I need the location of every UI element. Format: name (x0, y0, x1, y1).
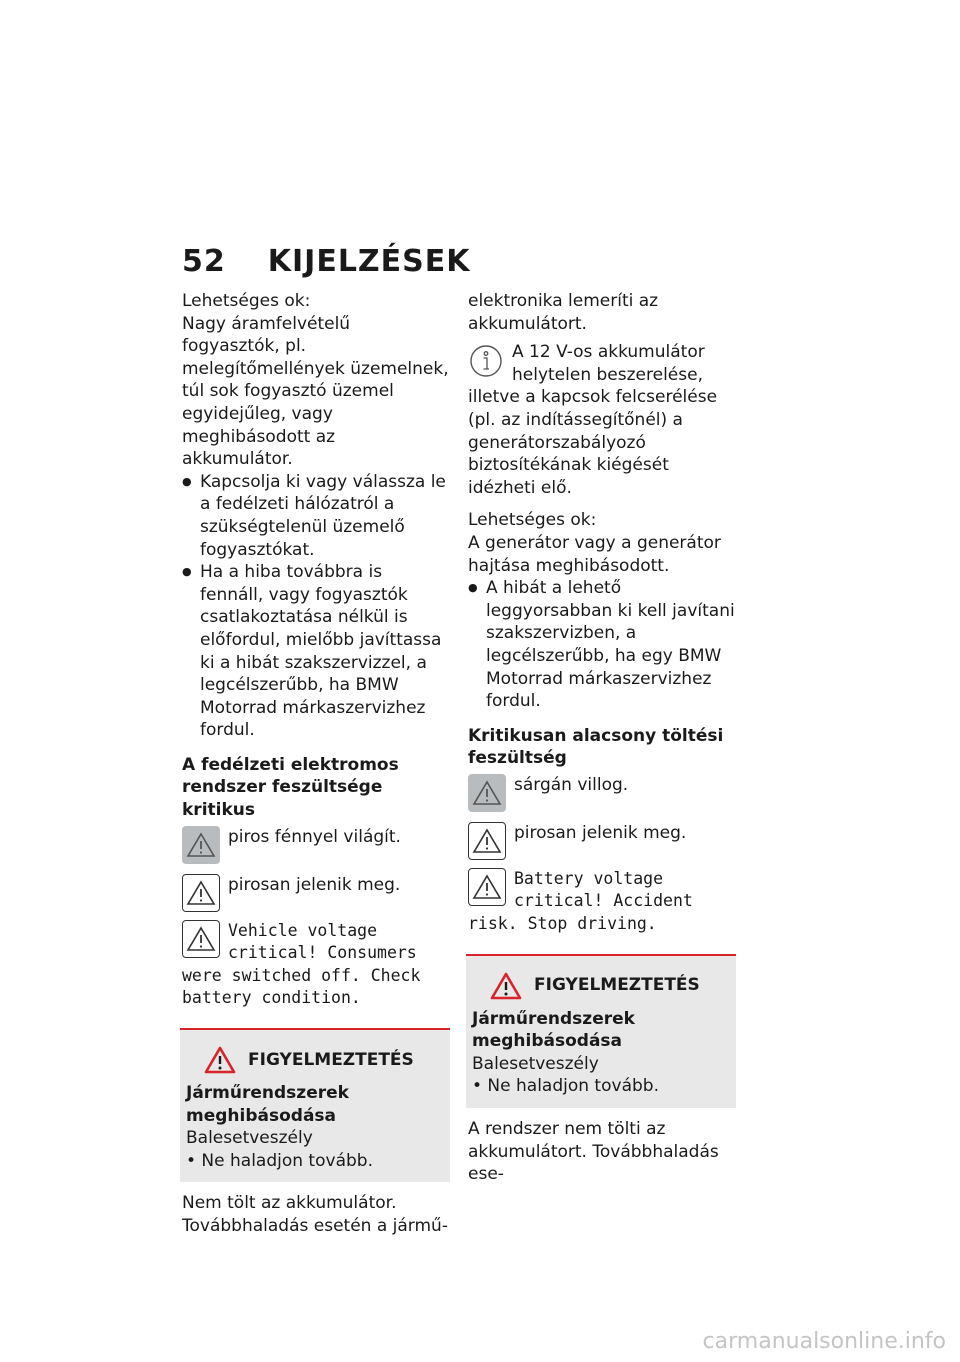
indicator-text: sárgán villog. (514, 774, 629, 795)
warning-risk: Balesetveszély (472, 1053, 599, 1074)
note-block (468, 341, 736, 499)
indicator-row (468, 774, 736, 812)
warning-subtitle: Járműrendszerek meghibásodása (472, 1008, 635, 1052)
warning-risk: Balesetveszély (186, 1128, 313, 1149)
warning-action: • Ne haladjon tovább. (186, 1150, 373, 1171)
closing-text: Nem tölt az akkumulátor. Továbbhaladás esetén a jármű- (182, 1193, 448, 1236)
continued-text: elektronika lemeríti az akkumulátort. (468, 291, 659, 334)
warning-title (490, 972, 730, 1000)
display-message-text: Battery voltage critical! Accident risk. Stop driving. (468, 868, 693, 934)
warning-triangle-icon (204, 1046, 236, 1074)
bullet-item: ● A hibát a lehető leggyorsabban ki kell javítani szakszervizben, a legcélszerűbb, ha egy BMW Motorrad márkaszervizhez fordul. (468, 577, 736, 713)
general-warning-light-icon (182, 826, 220, 864)
indicator-row (182, 874, 450, 912)
note-text: A 12 V-os akkumulátor helytelen beszerelése, illetve a kapcsok felcserélése (pl. az indítássegítőnél) a generátorszabályozó biztosítékának kiégését idézheti elő. (468, 342, 718, 498)
warning-box (180, 1028, 450, 1182)
warning-box (466, 954, 736, 1108)
warning-triangle-display-icon (182, 874, 220, 912)
warning-triangle-display-icon (468, 868, 506, 906)
chapter-title: KIJELZÉSEK (267, 244, 471, 279)
possible-cause-label: Lehetséges ok: (182, 291, 311, 311)
indicator-row (182, 826, 450, 864)
section-heading: A fedélzeti elektromos rendszer feszültsége kritikus (182, 754, 399, 821)
bullet-item: ● Ha a hiba továbbra is fennáll, vagy fogyasztók csatlakoztatása nélkül is előfordul, mielőbb javíttassa ki a hibát szakszervizzel, a legcélszerűbb, ha BMW Motorrad márkaszervizhez fordul. (182, 561, 450, 742)
warning-triangle-icon (490, 972, 522, 1000)
warning-title-text: FIGYELMEZTETÉS (534, 975, 700, 996)
indicator-row (468, 822, 736, 860)
warning-title (204, 1046, 444, 1074)
bullet-item: ● Kapcsolja ki vagy válassza le a fedélzeti hálózatról a szükségtelenül üzemelő fogyasztókat. (182, 471, 450, 561)
warning-subtitle: Járműrendszerek meghibásodása (186, 1083, 349, 1126)
general-warning-light-icon (468, 774, 506, 812)
display-message (468, 868, 736, 936)
closing-text: A rendszer nem tölti az akkumulátort. Továbbhaladás ese- (468, 1119, 719, 1185)
warning-title-text: FIGYELMEZTETÉS (248, 1049, 414, 1070)
display-message-text: Vehicle voltage critical! Consumers were switched off. Check battery condition. (182, 920, 421, 1008)
indicator-text: pirosan jelenik meg. (228, 874, 401, 895)
info-icon (468, 343, 504, 386)
indicator-text: piros fénnyel világít. (228, 826, 401, 847)
right-column (468, 290, 736, 1186)
watermark: carmanualsonline.info (702, 1329, 946, 1354)
warning-triangle-display-icon (182, 920, 220, 958)
page-number: 52 (182, 244, 226, 279)
warning-triangle-display-icon (468, 822, 506, 860)
cause-text: Nagy áramfelvételű fogyasztók, pl. melegítőmellények üzemelnek, túl sok fogyasztó üzemel egyidejűleg, vagy meghibásodott az akkumulátor. (182, 313, 449, 470)
warning-action: • Ne haladjon tovább. (472, 1076, 659, 1097)
possible-cause-label: Lehetséges ok: (468, 510, 597, 531)
page-header (182, 244, 471, 279)
cause-text: A generátor vagy a generátor hajtása meghibásodott. (468, 532, 721, 576)
display-message (182, 920, 450, 1010)
left-column (182, 290, 450, 1238)
section-heading: Kritikusan alacsony töltési feszültség (468, 725, 724, 769)
indicator-text: pirosan jelenik meg. (514, 822, 687, 843)
